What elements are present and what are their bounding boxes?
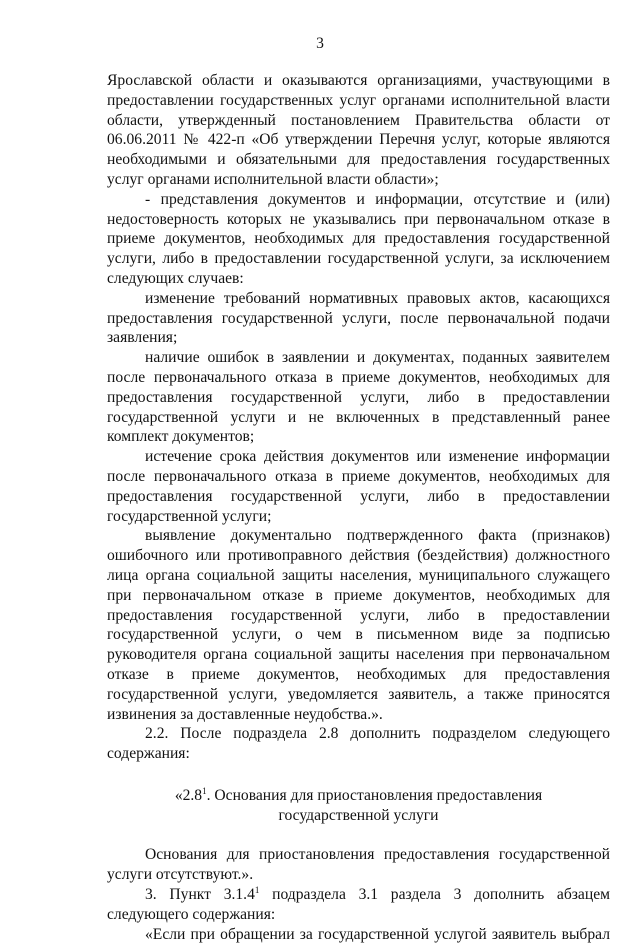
paragraph: Ярославской области и оказываются организациями, участвующими в предоставлении государственных услуг органами исполнительной власти области, утвержденный постановлением Правительства области от 06.06.2011 № 422-п «Об утверждении Перечня услуг, которые являются необходимыми и обязательными для предоставления государственных услуг органами исполнительной власти области»;: [107, 72, 610, 188]
para-before: 3. Пункт 3.1.4: [145, 886, 255, 904]
heading-line1: . Основания для приостановления предоставления: [206, 786, 543, 804]
paragraph: изменение требований нормативных правовых актов, касающихся предоставления государственной услуги, после первоначальной подачи заявления;: [107, 289, 610, 347]
paragraph: выявление документально подтвержденного факта (признаков) ошибочного или противоправного действия (бездействия) должностного лица органа социальной защиты населения, муниципального служащего при первоначальном отказе в приеме документов, необходимых для предоставления государственной услуги, либо в предоставлении государственной услуги, о чем в письменном виде за подписью руководителя органа социальной защиты населения при первоначальном отказе в приеме документов, необходимых для предоставления государственной услуги, уведомляется заявитель, а также приносятся извинения за доставленные неудобства.».: [107, 527, 610, 723]
paragraph: 2.2. После подраздела 2.8 дополнить подразделом следующего содержания:: [107, 725, 610, 763]
para-superscript: 1: [254, 885, 260, 896]
section-heading: [107, 786, 610, 826]
paragraph: наличие ошибок в заявлении и документах, поданных заявителем после первоначального отказа в приеме документов, необходимых для предоставления государственной услуги, либо в предоставлении государственной услуги и не включенных в представленный ранее комплект документов;: [107, 349, 610, 446]
heading-line2: государственной услуги: [278, 806, 439, 824]
paragraph: Основания для приостановления предоставления государственной услуги отсутствуют.».: [107, 846, 610, 884]
heading-superscript: 1: [202, 785, 207, 796]
para-after: подраздела 3.1 раздела 3 дополнить абзацем следующего содержания:: [107, 886, 610, 923]
paragraph: - представления документов и информации, отсутствие и (или) недостоверность которых не указывались при первоначальном отказе в приеме документов, необходимых для предоставления государственной услуги, либо в предоставлении государственной услуги, за исключением следующих случаев:: [107, 190, 610, 287]
page-number: 3: [316, 35, 324, 52]
heading-prefix: «2.8: [174, 786, 203, 804]
paragraph: истечение срока действия документов или изменение информации после первоначального отказа в приеме документов, необходимых для предоставления государственной услуги, либо в предоставлении государственной услуги;: [107, 448, 610, 525]
paragraph: «Если при обращении за государственной услугой заявитель выбрал: [145, 925, 610, 943]
document-body: [107, 71, 610, 944]
